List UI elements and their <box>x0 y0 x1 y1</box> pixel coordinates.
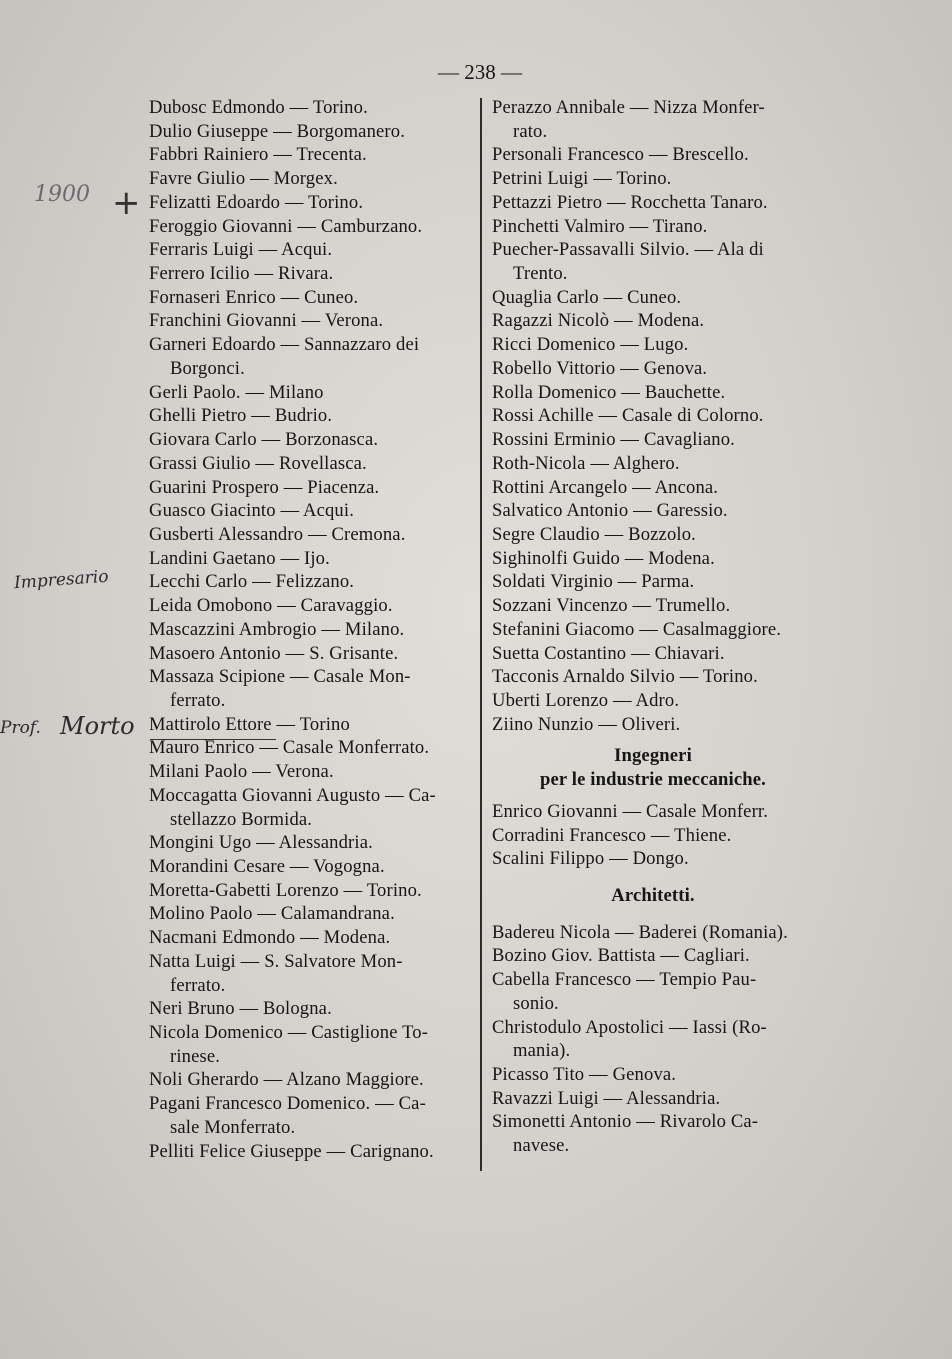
entry-continuation: rinese. <box>170 1045 221 1067</box>
handwritten-plus-mark: + <box>112 183 141 223</box>
list-entry <box>149 286 469 310</box>
list-entry <box>149 428 469 452</box>
entry-line: Nacmani Edmondo — Modena. <box>149 927 391 949</box>
section-gap <box>492 792 814 800</box>
list-entry <box>492 944 814 968</box>
list-entry <box>492 618 814 642</box>
architetti-entries <box>492 921 814 1158</box>
list-entry <box>149 784 469 831</box>
entry-continuation: navese. <box>513 1135 570 1157</box>
entry-line: Rossi Achille — Casale di Colorno. <box>492 405 764 427</box>
handwritten-prof: Prof. <box>0 718 41 738</box>
list-entry <box>492 594 814 618</box>
list-entry <box>149 736 469 760</box>
list-entry <box>492 824 814 848</box>
entry-line: Personali Francesco — Brescello. <box>492 144 749 166</box>
list-entry <box>149 238 469 262</box>
ingegneri-heading: Ingegneri <box>614 745 692 767</box>
list-entry <box>492 921 814 945</box>
entry-continuation: ferrato. <box>170 689 226 711</box>
entry-line: Ghelli Pietro — Budrio. <box>149 405 333 427</box>
entry-line: Milani Paolo — Verona. <box>149 761 334 783</box>
list-entry <box>149 902 469 926</box>
entry-line: Picasso Tito — Genova. <box>492 1064 677 1086</box>
list-entry <box>492 286 814 310</box>
list-entry <box>492 428 814 452</box>
entry-line: Noli Gherardo — Alzano Maggiore. <box>149 1069 424 1091</box>
list-entry <box>149 547 469 571</box>
entry-line: Christodulo Apostolici — Iassi (Ro- <box>492 1016 767 1038</box>
entry-line: Fabbri Rainiero — Trecenta. <box>149 144 367 166</box>
list-entry <box>492 1087 814 1111</box>
list-entry <box>492 96 814 143</box>
entry-line: Mauro Enrico — Casale Monferrato. <box>149 737 430 759</box>
entry-line: Landini Gaetano — Ijo. <box>149 547 330 569</box>
entry-line: Puecher-Passavalli Silvio. — Ala di <box>492 239 764 261</box>
entry-line: Moretta-Gabetti Lorenzo — Torino. <box>149 879 422 901</box>
list-entry <box>149 143 469 167</box>
list-entry <box>492 570 814 594</box>
list-entry <box>492 238 814 285</box>
entry-line: Uberti Lorenzo — Adro. <box>492 689 680 711</box>
entry-line: Pettazzi Pietro — Rocchetta Tanaro. <box>492 191 768 213</box>
entry-line: Salvatico Antonio — Garessio. <box>492 500 728 522</box>
list-entry <box>149 570 469 594</box>
list-entry <box>492 452 814 476</box>
entry-line: Rolla Domenico — Bauchette. <box>492 381 726 403</box>
list-entry <box>149 760 469 784</box>
entry-continuation: sale Monferrato. <box>170 1116 296 1138</box>
list-entry <box>492 476 814 500</box>
list-entry <box>149 618 469 642</box>
ingegneri-subheading: per le industrie meccaniche. <box>540 769 766 791</box>
list-entry <box>149 120 469 144</box>
entry-line: Simonetti Antonio — Rivarolo Ca- <box>492 1111 759 1133</box>
entry-line: Pagani Francesco Domenico. — Ca- <box>149 1093 426 1115</box>
list-entry <box>149 831 469 855</box>
section-gap <box>492 871 814 884</box>
entry-line: Nicola Domenico — Castiglione To- <box>149 1022 429 1044</box>
entry-line: Guarini Prospero — Piacenza. <box>149 476 380 498</box>
entry-line: Soldati Virginio — Parma. <box>492 571 695 593</box>
list-entry <box>149 333 469 380</box>
list-entry <box>149 523 469 547</box>
list-entry <box>492 713 814 737</box>
list-entry <box>149 1068 469 1092</box>
entry-line: Badereu Nicola — Baderei (Romania). <box>492 921 788 943</box>
list-entry <box>492 333 814 357</box>
list-entry <box>492 404 814 428</box>
entry-line: Rottini Arcangelo — Ancona. <box>492 476 719 498</box>
handwritten-morto: Morto <box>60 712 135 740</box>
entry-line: Sighinolfi Guido — Modena. <box>492 547 715 569</box>
list-entry <box>149 1021 469 1068</box>
list-entry <box>492 642 814 666</box>
list-entry <box>492 968 814 1015</box>
entry-line: Guasco Giacinto — Acqui. <box>149 500 354 522</box>
entry-line: Mascazzini Ambrogio — Milano. <box>149 618 405 640</box>
entry-line: Suetta Costantino — Chiavari. <box>492 642 725 664</box>
entry-line: Massaza Scipione — Casale Mon- <box>149 666 411 688</box>
list-entry <box>149 404 469 428</box>
entry-line: Gusberti Alessandro — Cremona. <box>149 523 406 545</box>
list-entry <box>149 926 469 950</box>
entry-line: Tacconis Arnaldo Silvio — Torino. <box>492 666 758 688</box>
entry-line: Franchini Giovanni — Verona. <box>149 310 384 332</box>
entry-line: Giovara Carlo — Borzonasca. <box>149 429 379 451</box>
entry-line: Robello Vittorio — Genova. <box>492 357 708 379</box>
entry-line: Ferraris Luigi — Acqui. <box>149 239 333 261</box>
entry-line: Bozino Giov. Battista — Cagliari. <box>492 945 750 967</box>
right-column <box>492 96 814 1158</box>
list-entry <box>492 381 814 405</box>
entry-line: Dubosc Edmondo — Torino. <box>149 97 368 118</box>
entry-line: Petrini Luigi — Torino. <box>492 168 672 190</box>
entry-line: Scalini Filippo — Dongo. <box>492 848 689 870</box>
list-entry <box>149 855 469 879</box>
column-divider <box>480 98 482 1171</box>
entry-line: Ricci Domenico — Lugo. <box>492 334 689 356</box>
entry-line: Corradini Francesco — Thiene. <box>492 824 732 846</box>
list-entry <box>492 357 814 381</box>
ingegneri-entries <box>492 800 814 871</box>
right-entries <box>492 96 814 736</box>
list-entry <box>149 499 469 523</box>
list-entry <box>149 713 469 737</box>
entry-line: Masoero Antonio — S. Grisante. <box>149 642 399 664</box>
list-entry <box>492 1063 814 1087</box>
entry-line: Neri Bruno — Bologna. <box>149 998 332 1020</box>
list-entry <box>492 665 814 689</box>
list-entry <box>149 1140 469 1164</box>
entry-line: Ziino Nunzio — Oliveri. <box>492 713 681 735</box>
list-entry <box>149 476 469 500</box>
list-entry <box>492 689 814 713</box>
list-entry <box>492 1110 814 1157</box>
entry-line: Garneri Edoardo — Sannazzaro dei <box>149 334 420 356</box>
list-entry <box>149 452 469 476</box>
list-entry <box>149 1092 469 1139</box>
entry-line: Ragazzi Nicolò — Modena. <box>492 310 705 332</box>
list-entry <box>149 262 469 286</box>
entry-line: Molino Paolo — Calamandrana. <box>149 903 395 925</box>
page-number: — 238 — <box>438 60 522 84</box>
entry-line: Grassi Giulio — Rovellasca. <box>149 452 367 474</box>
list-entry <box>149 950 469 997</box>
entry-line: Ferrero Icilio — Rivara. <box>149 263 334 285</box>
list-entry <box>492 499 814 523</box>
entry-line: Roth-Nicola — Alghero. <box>492 452 680 474</box>
entry-line: Pinchetti Valmiro — Tirano. <box>492 215 708 237</box>
list-entry <box>149 665 469 712</box>
list-entry <box>492 800 814 824</box>
entry-line: Sozzani Vincenzo — Trumello. <box>492 595 731 617</box>
handwritten-impresario: Impresario <box>13 566 110 594</box>
list-entry <box>149 215 469 239</box>
entry-line: Pelliti Felice Giuseppe — Carignano. <box>149 1140 434 1162</box>
list-entry <box>492 191 814 215</box>
entry-line: Ravazzi Luigi — Alessandria. <box>492 1087 721 1109</box>
entry-line: Fornaseri Enrico — Cuneo. <box>149 286 359 308</box>
entry-line: Perazzo Annibale — Nizza Monfer- <box>492 97 765 118</box>
entry-line: Natta Luigi — S. Salvatore Mon- <box>149 950 403 972</box>
entry-line: Mattirolo Ettore — Torino <box>149 713 350 735</box>
entry-line: Stefanini Giacomo — Casalmaggiore. <box>492 618 782 640</box>
entry-line: Dulio Giuseppe — Borgomanero. <box>149 120 406 142</box>
architetti-heading: Architetti. <box>611 885 695 906</box>
entry-line: Morandini Cesare — Vogogna. <box>149 856 385 877</box>
entry-line: Mongini Ugo — Alessandria. <box>149 832 373 854</box>
entry-continuation: Borgonci. <box>170 357 245 379</box>
entry-line: Feroggio Giovanni — Camburzano. <box>149 215 423 237</box>
list-entry <box>492 523 814 547</box>
entry-line: Moccagatta Giovanni Augusto — Ca- <box>149 784 436 806</box>
entry-line: Rossini Erminio — Cavagliano. <box>492 429 735 451</box>
entry-continuation: ferrato. <box>170 974 226 996</box>
entry-line: Favre Giulio — Morgex. <box>149 168 338 190</box>
list-entry <box>149 997 469 1021</box>
list-entry <box>492 309 814 333</box>
entry-line: Segre Claudio — Bozzolo. <box>492 523 696 545</box>
list-entry <box>149 642 469 666</box>
entry-line: Cabella Francesco — Tempio Pau- <box>492 969 757 991</box>
list-entry <box>149 381 469 405</box>
entry-continuation: rato. <box>513 120 548 142</box>
list-entry <box>492 167 814 191</box>
entry-continuation: sonio. <box>513 992 559 1014</box>
entry-continuation: mania). <box>513 1040 571 1062</box>
entry-line: Quaglia Carlo — Cuneo. <box>492 286 682 308</box>
list-entry <box>149 879 469 903</box>
list-entry <box>149 191 469 215</box>
section-gap <box>492 908 814 921</box>
entry-line: Enrico Giovanni — Casale Monferr. <box>492 800 769 822</box>
list-entry <box>492 547 814 571</box>
entry-line: Felizatti Edoardo — Torino. <box>149 191 364 213</box>
list-entry <box>149 167 469 191</box>
entry-line: Lecchi Carlo — Felizzano. <box>149 571 355 593</box>
list-entry <box>492 847 814 871</box>
list-entry <box>492 215 814 239</box>
entry-line: Gerli Paolo. — Milano <box>149 381 324 403</box>
list-entry <box>492 1016 814 1063</box>
handwritten-year: 1900 <box>34 182 90 207</box>
entry-line: Leida Omobono — Caravaggio. <box>149 595 393 617</box>
entry-continuation: Trento. <box>513 263 568 285</box>
list-entry <box>149 309 469 333</box>
entry-continuation: stellazzo Bormida. <box>170 808 313 830</box>
list-entry <box>149 96 469 120</box>
list-entry <box>149 594 469 618</box>
section-gap <box>492 736 814 744</box>
left-column <box>149 96 469 1163</box>
list-entry <box>492 143 814 167</box>
